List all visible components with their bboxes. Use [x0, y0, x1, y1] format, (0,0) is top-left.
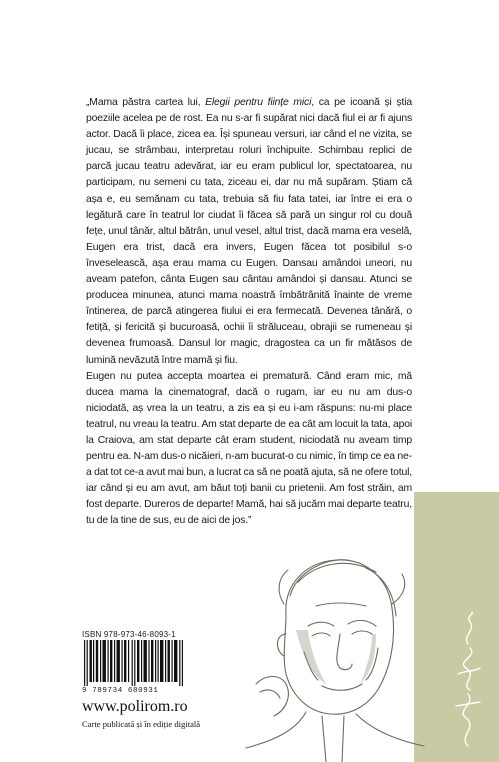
author-portrait-image	[226, 534, 426, 762]
barcode-image	[82, 640, 187, 686]
excerpt-paragraph-1	[86, 95, 412, 369]
back-cover-excerpt	[86, 95, 412, 530]
isbn-label: ISBN 978-973-46-8093-1	[82, 630, 176, 639]
author-signature-image	[448, 610, 488, 750]
publisher-website-link[interactable]: www.polirom.ro	[82, 698, 188, 715]
excerpt-paragraph-2: Eugen nu putea accepta moartea ei prematură. Când eram mic, mă ducea mama la cinematograf, dacă o rugam, iar eu nu am dus-o niciodată, aș vrea la un teatru, a zis ea și eu i-am răspuns: nu-mi place teatrul, nu vreau la teatru. Am stat departe de ea cât am locuit la tata, apoi la Craiova, am stat departe cât eram student, niciodată nu aveam timp pentru ea. N-am dus-o nicăieri, n-am bucurat-o cu nimic, în timp ce ea ne-a dat tot ce-a avut mai bun, a lucrat ca să ne poată ajuta, să ne ofere totul, iar când și eu am avut, am băut toți banii cu prietenii. Am fost străin, am fost departe. Dureros de departe! Mamă, hai să jucăm mai departe teatru, tu de la tine de sus, eu de aici de jos.”	[86, 370, 412, 527]
digital-edition-note: Carte publicată și în ediție digitală	[82, 719, 201, 729]
barcode-number: 9 789734 680931	[82, 687, 159, 695]
excerpt-text: , ca pe icoană și știa poeziile acelea pe de rost. Ea nu s-ar fi supărat nici dacă fiul ei ar fi ajuns actor. Dacă îi place, zicea ea. Își spuneau versuri, iar când el ne vizita, se jucau, se strâmbau, interpretau roluri închipuite. Schimbau replici de parcă jucau teatru adevărat, iar eu eram publicul lor, spectatoarea, nu participam, nu semeni cu tata, ziceau ei, dar nu mă supăram. Știam că așa e, eu semănam cu tata, trebuia să fiu fata tatei, iar între ei era o legătură care în teatrul lor ciudat îi făcea să pară un singur rol cu două fețe, unul tânăr, altul bătrân, unul vesel, altul trist, dacă mama era veselă, Eugen era trist, dacă era invers, Eugen făcea tot posibilul s-o înveselească, așa erau mama cu Eugen. Dansau amândoi uneori, nu aveam patefon, cânta Eugen sau cântau amândoi și dansau. Atunci se producea minunea, atunci mama noastră îmbătrânită înainte de vreme întinerea, de parcă atingerea fiului ei era fermecată. Devenea tânără, o fetiță, și fericită și bucuroasă, ochii îi străluceau, obrajii se rumeneau și devenea frumoasă. Dansul lor magic, dragostea ca un fir mătăsos de lumină nevăzută între mamă și fiu.	[86, 97, 412, 366]
excerpt-text: „Mama păstra cartea lui,	[86, 97, 206, 108]
book-title-mention: Elegii pentru ființe mici	[205, 97, 312, 108]
